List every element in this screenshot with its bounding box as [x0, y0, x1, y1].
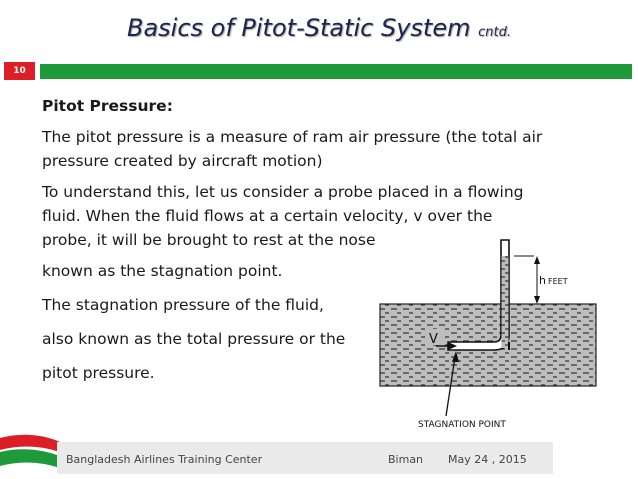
slide-number: 10 [4, 62, 35, 80]
airline-swoosh-logo [0, 428, 60, 479]
pitot-tube-diagram [378, 234, 598, 434]
footer-organization: Bangladesh Airlines Training Center [66, 453, 263, 466]
slide-title [0, 14, 638, 42]
slide-title-suffix: cntd. [478, 25, 511, 40]
paragraph-pitot-pressure: pitot pressure. [42, 364, 155, 382]
paragraph-explanation: To understand this, let us consider a probe placed in a flowing fluid. When the fluid flows at a certain velocity, v over the probe, it will be brought to rest at the nose [42, 183, 524, 249]
velocity-label: V [429, 332, 438, 347]
fluid-column [502, 256, 509, 348]
paragraph-definition: The pitot pressure is a measure of ram air pressure (the total air pressure created by aircraft motion) [42, 128, 543, 170]
height-label: h [539, 274, 546, 287]
paragraph-stagnation-point: known as the stagnation point. [42, 262, 283, 280]
footer-company: Biman [388, 453, 424, 466]
title-divider-bar [40, 64, 632, 79]
slide-title-main: Basics of Pitot-Static System [126, 14, 471, 42]
stagnation-point-label: STAGNATION POINT [418, 420, 506, 430]
paragraph-total-pressure: also known as the total pressure or the [42, 330, 346, 348]
height-unit-label: FEET [548, 277, 568, 286]
paragraph-stagnation-pressure: The stagnation pressure of the fluid, [42, 296, 324, 314]
section-heading: Pitot Pressure: [42, 97, 173, 115]
footer-date: May 24 , 2015 [448, 453, 527, 466]
